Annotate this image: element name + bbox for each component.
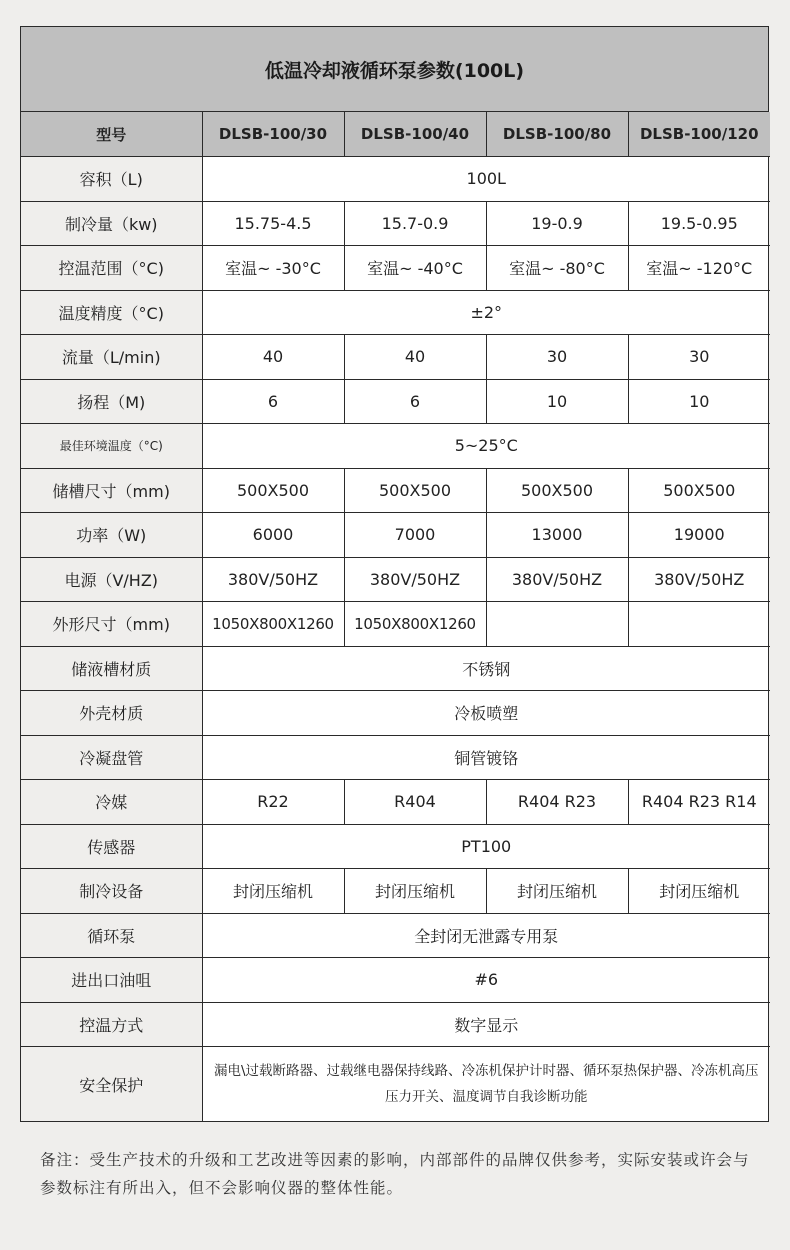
row-compressor [21, 869, 770, 914]
cell: 500X500 [628, 468, 770, 513]
cell: 室温~ -80°C [486, 246, 628, 291]
row-refrigerant [21, 780, 770, 825]
cell: 室温~ -30°C [202, 246, 344, 291]
row-sensor [21, 824, 770, 869]
row-temp-range [21, 246, 770, 291]
model-label: 型号 [21, 112, 202, 157]
cell: 15.7-0.9 [344, 201, 486, 246]
cell: 19-0.9 [486, 201, 628, 246]
cell: 380V/50HZ [486, 557, 628, 602]
row-pump [21, 913, 770, 958]
model-name: DLSB-100/120 [628, 112, 770, 157]
row-label: 控温范围（°C) [21, 246, 202, 291]
cell: 6000 [202, 513, 344, 558]
cell: 7000 [344, 513, 486, 558]
cell: 500X500 [486, 468, 628, 513]
header-row [21, 112, 770, 157]
row-value: 5~25°C [202, 424, 770, 469]
row-label: 传感器 [21, 824, 202, 869]
cell: 6 [344, 379, 486, 424]
row-ambient [21, 424, 770, 469]
row-precision [21, 290, 770, 335]
cell: 室温~ -120°C [628, 246, 770, 291]
row-tank-material [21, 646, 770, 691]
cell: 30 [628, 335, 770, 380]
cell: 15.75-4.5 [202, 201, 344, 246]
row-label: 最佳环境温度（°C) [21, 424, 202, 469]
cell: 40 [344, 335, 486, 380]
row-label: 进出口油咀 [21, 958, 202, 1003]
row-value: PT100 [202, 824, 770, 869]
row-value: 数字显示 [202, 1002, 770, 1047]
row-label: 储液槽材质 [21, 646, 202, 691]
cell: 500X500 [344, 468, 486, 513]
cell: 封闭压缩机 [628, 869, 770, 914]
cell: R22 [202, 780, 344, 825]
cell: 30 [486, 335, 628, 380]
row-value: 不锈钢 [202, 646, 770, 691]
cell: 19000 [628, 513, 770, 558]
row-value: ±2° [202, 290, 770, 335]
row-label: 控温方式 [21, 1002, 202, 1047]
row-label: 温度精度（°C) [21, 290, 202, 335]
footnote: 备注：受生产技术的升级和工艺改进等因素的影响，内部部件的品牌仅供参考，实际安装或许会与参数标注有所出入，但不会影响仪器的整体性能。 [40, 1151, 750, 1197]
model-name: DLSB-100/30 [202, 112, 344, 157]
cell [486, 602, 628, 647]
table-title: 低温冷却液循环泵参数(100L) [21, 27, 768, 112]
row-shell-material [21, 691, 770, 736]
spec-table-container [20, 26, 769, 1122]
row-label: 冷凝盘管 [21, 735, 202, 780]
model-name: DLSB-100/40 [344, 112, 486, 157]
row-label: 功率（W) [21, 513, 202, 558]
cell: 19.5-0.95 [628, 201, 770, 246]
cell: 380V/50HZ [628, 557, 770, 602]
row-head-lift [21, 379, 770, 424]
cell: 10 [486, 379, 628, 424]
row-label: 容积（L) [21, 157, 202, 202]
row-label: 制冷量（kw) [21, 201, 202, 246]
row-label: 外形尺寸（mm) [21, 602, 202, 647]
row-label: 储槽尺寸（mm) [21, 468, 202, 513]
row-control [21, 1002, 770, 1047]
cell: 380V/50HZ [202, 557, 344, 602]
row-condenser [21, 735, 770, 780]
cell: R404 R23 R14 [628, 780, 770, 825]
row-label: 安全保护 [21, 1047, 202, 1122]
row-value: #6 [202, 958, 770, 1003]
row-dimensions [21, 602, 770, 647]
cell: 1050X800X1260 [202, 602, 344, 647]
row-value: 冷板喷塑 [202, 691, 770, 736]
cell: 1050X800X1260 [344, 602, 486, 647]
cell: 室温~ -40°C [344, 246, 486, 291]
row-value: 漏电\过载断路器、过载继电器保持线路、冷冻机保护计时器、循环泵热保护器、冷冻机高压压力开关、温度调节自我诊断功能 [202, 1047, 770, 1122]
row-capacity [21, 157, 770, 202]
cell: R404 [344, 780, 486, 825]
row-label: 电源（V/HZ) [21, 557, 202, 602]
row-label: 冷媒 [21, 780, 202, 825]
row-label: 流量（L/min) [21, 335, 202, 380]
row-label: 制冷设备 [21, 869, 202, 914]
cell: 封闭压缩机 [344, 869, 486, 914]
row-oil-port [21, 958, 770, 1003]
row-label: 外壳材质 [21, 691, 202, 736]
cell: 封闭压缩机 [486, 869, 628, 914]
row-flow [21, 335, 770, 380]
row-label: 扬程（M) [21, 379, 202, 424]
row-label: 循环泵 [21, 913, 202, 958]
row-value: 铜管镀铬 [202, 735, 770, 780]
cell: 封闭压缩机 [202, 869, 344, 914]
cell: 500X500 [202, 468, 344, 513]
cell: 40 [202, 335, 344, 380]
cell: 380V/50HZ [344, 557, 486, 602]
cell: 6 [202, 379, 344, 424]
model-name: DLSB-100/80 [486, 112, 628, 157]
row-tank-size [21, 468, 770, 513]
row-value: 全封闭无泄露专用泵 [202, 913, 770, 958]
cell [628, 602, 770, 647]
row-power [21, 513, 770, 558]
cell: 13000 [486, 513, 628, 558]
spec-table [21, 112, 770, 1121]
row-protection [21, 1047, 770, 1122]
cell: 10 [628, 379, 770, 424]
row-value: 100L [202, 157, 770, 202]
row-supply [21, 557, 770, 602]
row-cooling [21, 201, 770, 246]
cell: R404 R23 [486, 780, 628, 825]
